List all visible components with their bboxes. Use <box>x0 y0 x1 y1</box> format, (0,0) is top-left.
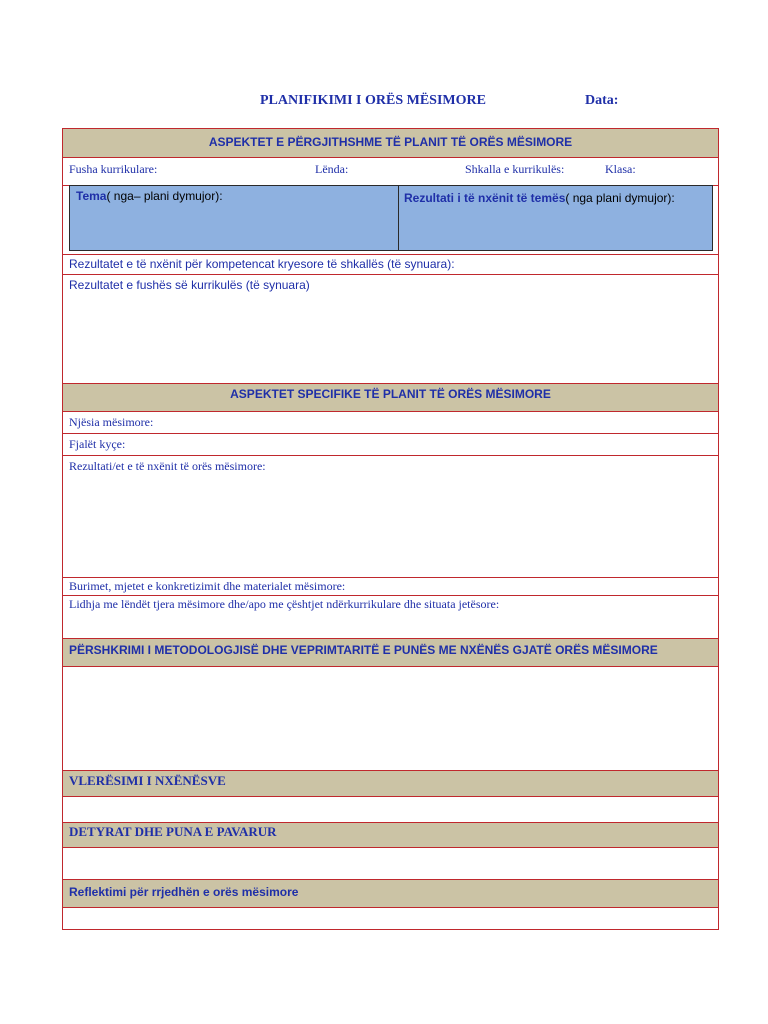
assessment-heading-text: VLERËSIMI I NXËNËSVE <box>69 773 226 788</box>
topic-outcome-label: Rezultati i të nxënit të temës <box>404 191 566 205</box>
curriculum-outcomes-label: Rezultatet e fushës së kurrikulës (të synuara) <box>69 278 310 292</box>
methodology-heading <box>63 639 718 667</box>
reflection-body <box>63 908 718 929</box>
topic-outcome-label-rest: ( nga plani dymujor): <box>565 191 675 205</box>
methodology-heading-text: PËRSHKRIMI I METODOLOGJISË DHE VEPRIMTARITË E PUNËS ME NXËNËS GJATË ORËS MËSIMORE <box>69 643 658 657</box>
cross-curricular-label: Lidhja me lëndët tjera mësimore dhe/apo me çështjet ndërkurrikulare dhe situata jetësore: <box>69 597 500 611</box>
reflection-heading <box>63 880 718 908</box>
date-label: Data: <box>585 93 619 108</box>
specific-aspects-heading-text: ASPEKTET SPECIFIKE TË PLANIT TË ORËS MËSIMORE <box>230 387 551 401</box>
homework-body <box>63 848 718 880</box>
resources-row <box>63 578 718 596</box>
topic-outcome-box <box>69 185 713 251</box>
lesson-plan-form <box>62 128 719 930</box>
topic-label: Tema <box>76 189 107 203</box>
class-label: Klasa: <box>605 162 636 176</box>
assessment-body <box>63 797 718 823</box>
general-aspects-heading <box>63 129 718 158</box>
homework-heading-text: DETYRAT DHE PUNA E PAVARUR <box>69 824 277 839</box>
reflection-heading-text: Reflektimi për rrjedhën e orës mësimore <box>69 885 299 899</box>
curriculum-level-label: Shkalla e kurrikulës: <box>465 162 565 176</box>
keywords-row <box>63 434 718 456</box>
key-competences-row <box>63 255 718 275</box>
resources-label: Burimet, mjetet e konkretizimit dhe materialet mësimore: <box>69 579 346 593</box>
keywords-label: Fjalët kyçe: <box>69 437 126 451</box>
page-header <box>0 93 768 113</box>
lesson-outcomes-row <box>63 456 718 578</box>
topic-outcome-cell <box>404 189 706 208</box>
divider <box>398 186 399 250</box>
cross-curricular-row <box>63 596 718 639</box>
lesson-unit-row <box>63 412 718 434</box>
methodology-body <box>63 667 718 771</box>
curriculum-info-row <box>63 158 718 255</box>
lesson-unit-label: Njësia mësimore: <box>69 415 154 429</box>
topic-cell <box>76 189 394 203</box>
specific-aspects-heading <box>63 384 718 412</box>
subject-label: Lënda: <box>315 162 349 176</box>
page-title: PLANIFIKIMI I ORËS MËSIMORE <box>260 93 486 108</box>
general-aspects-heading-text: ASPEKTET E PËRGJITHSHME TË PLANIT TË ORËS MËSIMORE <box>208 135 573 149</box>
lesson-outcomes-label: Rezultati/et e të nxënit të orës mësimore: <box>69 459 266 473</box>
assessment-heading <box>63 771 718 797</box>
key-competences-label: Rezultatet e të nxënit për kompetencat kryesore të shkallës (të synuara): <box>69 257 455 271</box>
curriculum-outcomes-row <box>63 275 718 384</box>
curriculum-field-label: Fusha kurrikulare: <box>69 162 158 176</box>
topic-label-rest: ( nga– plani dymujor): <box>106 189 223 203</box>
homework-heading <box>63 823 718 848</box>
